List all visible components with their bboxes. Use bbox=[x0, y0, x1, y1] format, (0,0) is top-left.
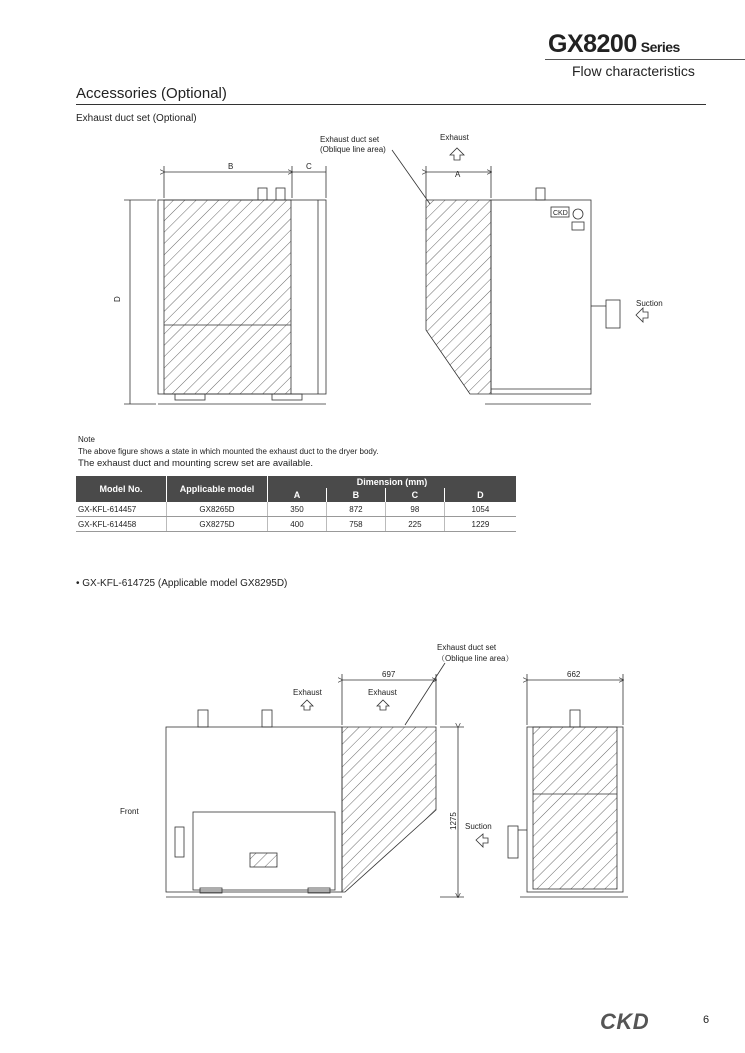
duct-area-label-2: （Oblique line area） bbox=[437, 654, 514, 663]
cell-a: 400 bbox=[268, 517, 327, 532]
cell-c: 225 bbox=[385, 517, 444, 532]
ckd-logo: CKD bbox=[600, 1009, 650, 1034]
suction-label-2: Suction bbox=[465, 822, 492, 831]
dim-b-label: B bbox=[228, 162, 234, 171]
vent-grille bbox=[250, 853, 277, 867]
table-row bbox=[76, 517, 516, 532]
duct-label-2: Exhaust duct set bbox=[437, 643, 497, 652]
exhaust-arrow-icon bbox=[450, 148, 464, 160]
bullet-text: GX-KFL-614725 (Applicable model GX8295D) bbox=[82, 578, 288, 589]
figure-duct-gx8265-gx8275 bbox=[0, 120, 745, 420]
cell-c: 98 bbox=[385, 502, 444, 517]
cell-applicable: GX8275D bbox=[167, 517, 268, 532]
dim-1275: 1275 bbox=[449, 812, 458, 830]
dim-697: 697 bbox=[382, 670, 396, 679]
note-line-2: The exhaust duct and mounting screw set are available. bbox=[78, 458, 313, 469]
header-rule bbox=[545, 59, 745, 60]
section-title: Accessories (Optional) bbox=[76, 85, 227, 102]
front-panel bbox=[193, 812, 335, 890]
duct-hatch-side bbox=[533, 727, 617, 889]
series-subtitle: Flow characteristics bbox=[572, 63, 695, 79]
exhaust-label: Exhaust bbox=[440, 133, 469, 142]
front-label: Front bbox=[120, 807, 139, 816]
note-line-1: The above figure shows a state in which mounted the exhaust duct to the dryer body. bbox=[78, 447, 379, 456]
cell-d: 1229 bbox=[444, 517, 516, 532]
dimension-table bbox=[76, 476, 516, 532]
right-view bbox=[392, 148, 648, 404]
dryer-body-right bbox=[491, 200, 591, 394]
page-number: 6 bbox=[703, 1014, 710, 1026]
bullet-gx8295 bbox=[76, 578, 287, 589]
duct-label: Exhaust duct set bbox=[320, 135, 380, 144]
duct-hatch-right bbox=[426, 200, 491, 394]
exhaust-label-1: Exhaust bbox=[293, 688, 322, 697]
col-d: D bbox=[444, 488, 516, 502]
series-suffix: Series bbox=[640, 39, 680, 55]
suction-arrow-icon bbox=[636, 308, 648, 322]
duct-area-label: (Oblique line area) bbox=[320, 145, 386, 154]
duct-hatch-left bbox=[164, 200, 291, 394]
section-rule bbox=[76, 104, 706, 105]
exhaust-arrow-1-icon bbox=[301, 700, 313, 710]
cell-model: GX-KFL-614457 bbox=[76, 502, 167, 517]
left-view bbox=[124, 166, 326, 404]
bullet-dot: • bbox=[76, 578, 83, 589]
col-b: B bbox=[326, 488, 385, 502]
filter-front bbox=[175, 827, 184, 857]
section-caption: Exhaust duct set (Optional) bbox=[76, 113, 197, 124]
exhaust-arrow-2-icon bbox=[377, 700, 389, 710]
duct-hatch-front bbox=[342, 727, 436, 892]
cell-model: GX-KFL-614458 bbox=[76, 517, 167, 532]
cell-d: 1054 bbox=[444, 502, 516, 517]
note-heading: Note bbox=[78, 435, 95, 444]
col-applicable: Applicable model bbox=[167, 476, 268, 502]
dim-662: 662 bbox=[567, 670, 581, 679]
dim-c-label: C bbox=[306, 162, 312, 171]
series-title bbox=[548, 30, 680, 59]
dim-d-label: D bbox=[113, 296, 122, 302]
col-dimension: Dimension (mm) bbox=[268, 476, 517, 488]
col-a: A bbox=[268, 488, 327, 502]
exhaust-port-2 bbox=[276, 188, 285, 200]
cell-b: 872 bbox=[326, 502, 385, 517]
cell-a: 350 bbox=[268, 502, 327, 517]
ckd-plate-text: CKD bbox=[553, 210, 568, 217]
suction-filter-side bbox=[508, 826, 518, 858]
figure-duct-gx8295 bbox=[0, 630, 745, 910]
cell-b: 758 bbox=[326, 517, 385, 532]
series-model: GX8200 bbox=[548, 30, 637, 58]
col-c: C bbox=[385, 488, 444, 502]
col-model: Model No. bbox=[76, 476, 167, 502]
exhaust-label-2: Exhaust bbox=[368, 688, 397, 697]
exhaust-port-1 bbox=[258, 188, 267, 200]
cell-applicable: GX8265D bbox=[167, 502, 268, 517]
suction-arrow-icon bbox=[476, 834, 488, 847]
suction-filter bbox=[606, 300, 620, 328]
table-row bbox=[76, 502, 516, 517]
suction-label: Suction bbox=[636, 299, 663, 308]
dim-a-label: A bbox=[455, 170, 461, 179]
